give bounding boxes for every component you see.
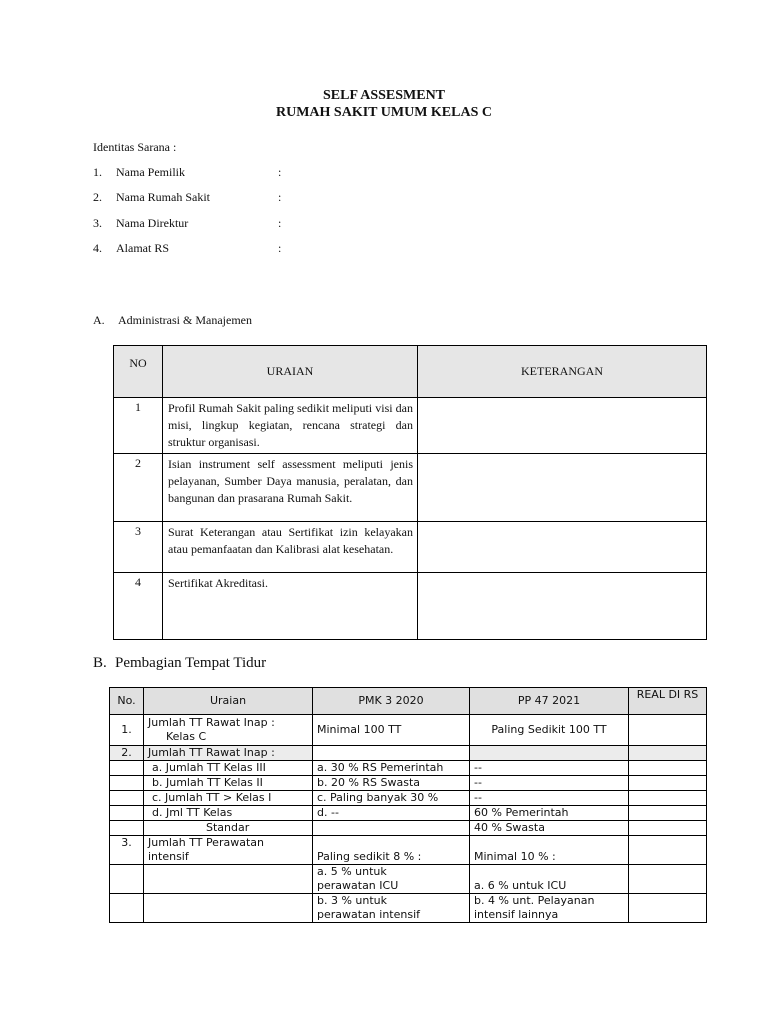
row-real [629,761,707,776]
row-number [110,791,144,806]
row-uraian: Profil Rumah Sakit paling sedikit meliputi visi dan misi, lingkup kegiatan, rencana strategi dan struktur organisasi. [163,398,418,454]
item-number: 1. [93,165,102,179]
identitas-item-alamat-rs [93,241,393,257]
pp-line: intensif lainnya [474,908,559,921]
row-real [629,836,707,865]
table-row [110,865,707,894]
row-pmk: a. 30 % RS Pemerintah [313,761,470,776]
pmk-line: perawatan intensif [317,908,421,921]
column-header-keterangan: KETERANGAN [418,346,707,398]
item-label: Alamat RS [116,241,169,255]
table-row [110,836,707,865]
row-number: 2 [114,454,163,522]
row-pp [470,894,629,923]
document-title: SELF ASSESMENT [322,88,446,103]
row-pp: Paling Sedikit 100 TT [470,715,629,746]
row-pmk: b. 20 % RS Swasta [313,776,470,791]
row-number: 4 [114,573,163,640]
section-title: Pembagian Tempat Tidur [115,655,267,671]
row-real [629,806,707,821]
row-uraian: a. Jumlah TT Kelas III [144,761,313,776]
table-row [110,746,707,761]
row-pp: -- [470,761,629,776]
row-keterangan [418,398,707,454]
table-row [110,776,707,791]
table-header-row [110,688,707,715]
row-uraian: b. Jumlah TT Kelas II [144,776,313,791]
section-letter: A. [93,313,105,327]
row-pmk [313,894,470,923]
column-header-uraian: Uraian [144,688,313,715]
pp-line: b. 4 % unt. Pelayanan [474,894,595,907]
uraian-line: Jumlah TT Perawatan [148,836,264,849]
table-row [114,573,707,640]
item-colon: : [278,165,282,179]
table-row [114,454,707,522]
document-subtitle: RUMAH SAKIT UMUM KELAS C [276,105,492,120]
table-row [110,894,707,923]
row-pp: 40 % Swasta [470,821,629,836]
column-header-no: No. [110,688,144,715]
table-row [110,821,707,836]
row-pp: 60 % Pemerintah [470,806,629,821]
row-uraian [144,715,313,746]
row-number: 1. [110,715,144,746]
row-number: 2. [110,746,144,761]
uraian-line: Kelas C [166,730,207,743]
uraian-line: Jumlah TT Rawat Inap : [148,716,275,729]
table-row [114,398,707,454]
column-header-uraian: URAIAN [163,346,418,398]
row-uraian: c. Jumlah TT > Kelas I [144,791,313,806]
table-header-row [114,346,707,398]
row-uraian: d. Jml TT Kelas [144,806,313,821]
pmk-line: a. 5 % untuk [317,865,387,878]
identitas-item-nama-direktur [93,216,393,232]
row-uraian: Standar [144,821,313,836]
row-number [110,776,144,791]
row-keterangan [418,454,707,522]
item-number: 2. [93,190,102,204]
row-uraian: Isian instrument self assessment meliputi jenis pelayanan, Sumber Daya manusia, peralatan, dan bangunan dan prasarana Rumah Sakit. [163,454,418,522]
row-pmk: c. Paling banyak 30 % [313,791,470,806]
row-pmk: Paling sedikit 8 % : [313,836,470,865]
row-number [110,761,144,776]
row-pp [470,746,629,761]
item-label: Nama Direktur [116,216,189,230]
row-pmk [313,821,470,836]
row-real [629,865,707,894]
row-uraian: Sertifikat Akreditasi. [163,573,418,640]
row-uraian [144,894,313,923]
identitas-item-nama-pemilik [93,165,393,181]
column-header-no: NO [114,346,163,398]
identitas-item-nama-rumah-sakit [93,190,393,206]
row-uraian: Jumlah TT Rawat Inap : [144,746,313,761]
row-number [110,821,144,836]
row-uraian: Surat Keterangan atau Sertifikat izin kelayakan atau pemanfaatan dan Kalibrasi alat kesehatan. [163,522,418,573]
row-pp: a. 6 % untuk ICU [470,865,629,894]
row-pmk [313,746,470,761]
row-number [110,894,144,923]
item-label: Nama Pemilik [116,165,185,179]
item-number: 3. [93,216,102,230]
row-real [629,746,707,761]
item-number: 4. [93,241,102,255]
row-number: 1 [114,398,163,454]
row-number: 3. [110,836,144,865]
row-pmk: Minimal 100 TT [313,715,470,746]
row-pp: -- [470,791,629,806]
row-pp: Minimal 10 % : [470,836,629,865]
row-real [629,715,707,746]
item-colon: : [278,241,282,255]
row-keterangan [418,522,707,573]
row-uraian [144,865,313,894]
pmk-line: perawatan ICU [317,879,399,892]
section-letter: B. [93,655,107,671]
administrasi-table [113,345,707,640]
row-real [629,791,707,806]
row-number [110,865,144,894]
item-label: Nama Rumah Sakit [116,190,210,204]
row-real [629,821,707,836]
item-colon: : [278,216,282,230]
table-row [110,761,707,776]
identitas-label: Identitas Sarana : [93,140,177,154]
column-header-pmk: PMK 3 2020 [313,688,470,715]
tempat-tidur-table [109,687,707,923]
section-title: Administrasi & Manajemen [118,313,252,327]
row-pp: -- [470,776,629,791]
pmk-line: b. 3 % untuk [317,894,388,907]
table-row [110,791,707,806]
row-uraian [144,836,313,865]
row-real [629,776,707,791]
row-pmk: d. -- [313,806,470,821]
column-header-real: REAL DI RS [629,688,707,715]
table-row [110,715,707,746]
row-real [629,894,707,923]
table-row [110,806,707,821]
item-colon: : [278,190,282,204]
row-number: 3 [114,522,163,573]
row-pmk [313,865,470,894]
table-row [114,522,707,573]
column-header-pp: PP 47 2021 [470,688,629,715]
row-number [110,806,144,821]
row-keterangan [418,573,707,640]
uraian-line: intensif [148,850,189,863]
